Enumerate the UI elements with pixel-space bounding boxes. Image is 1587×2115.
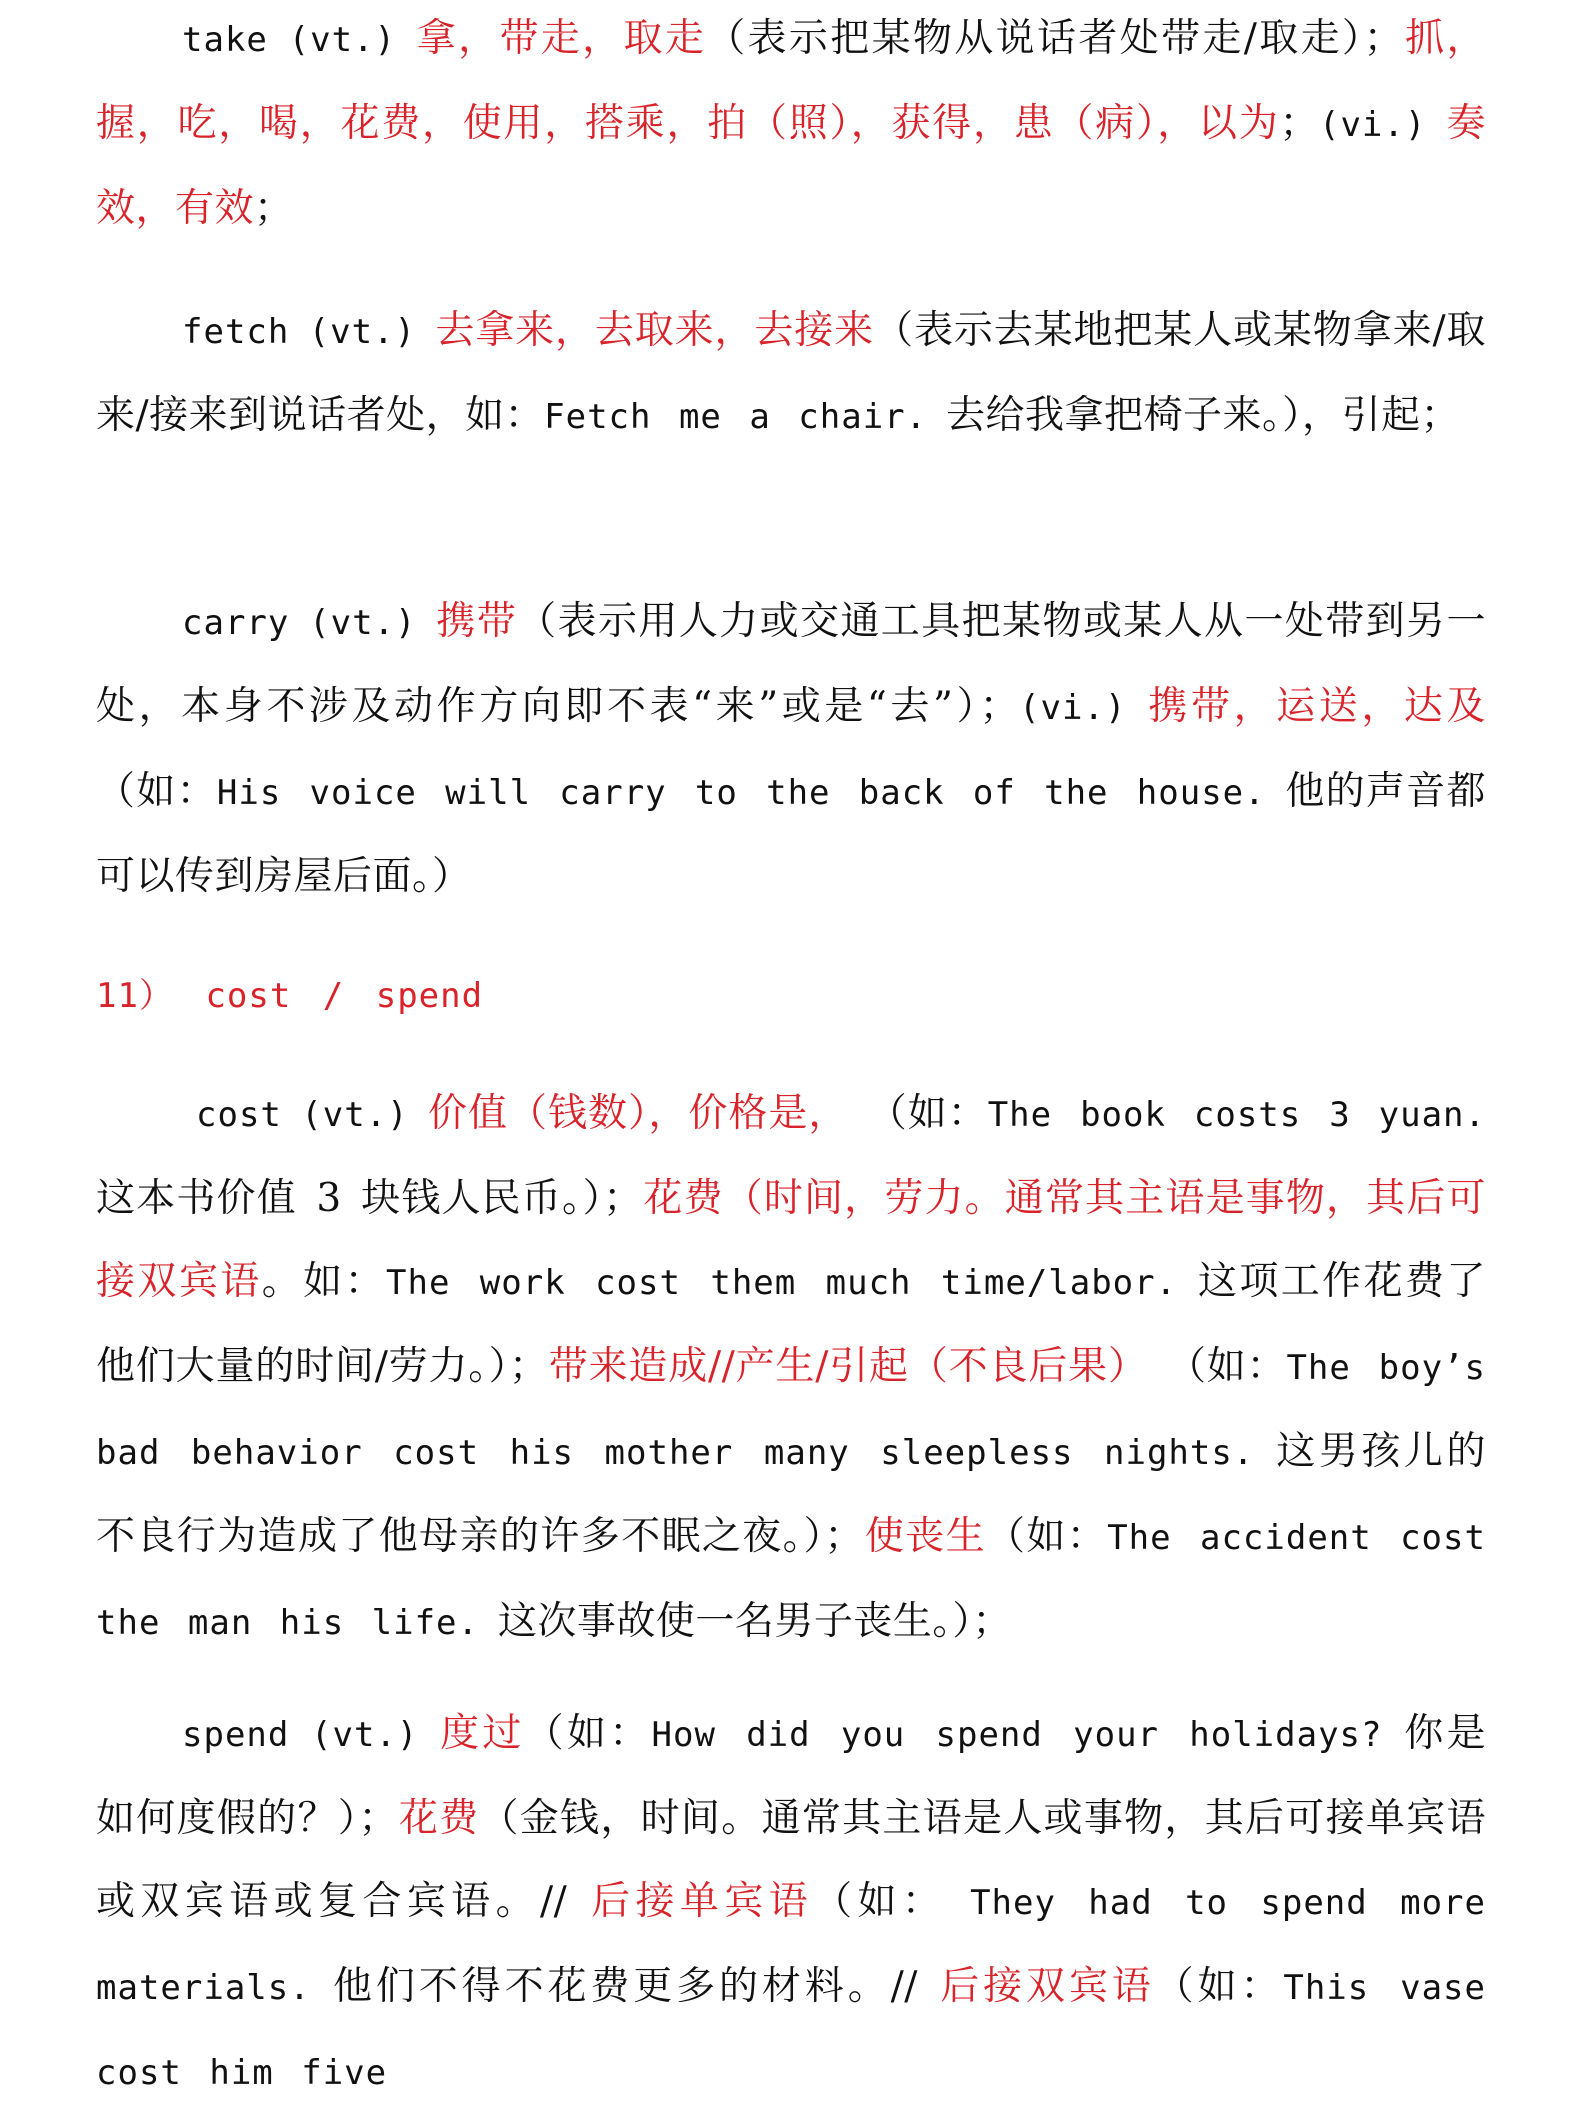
example-sentence: Fetch me a chair.: [544, 397, 928, 437]
part-of-speech: (vt.): [309, 603, 417, 643]
usage-note: （如：: [1154, 1964, 1284, 2009]
part-of-speech: (vt.): [288, 20, 396, 60]
meaning: 使丧生: [863, 1514, 987, 1559]
entry-word: carry: [182, 603, 290, 643]
usage-note: 引起；: [1341, 393, 1461, 438]
meaning: 后接双宾语: [940, 1964, 1155, 2009]
usage-note: （如：: [1166, 1344, 1287, 1389]
section-title: cost / spend: [205, 976, 484, 1016]
part-of-speech: (vt.): [308, 312, 417, 352]
example-sentence: His voice will carry to the back of the house.: [216, 773, 1266, 813]
meaning: 花费: [398, 1796, 480, 1841]
spend-entry: [96, 1692, 1486, 2115]
example-translation: 这项工作花费了他们大量的时间/劳力。）；: [96, 1259, 1486, 1389]
meaning: 后接单宾语: [591, 1879, 814, 1924]
meaning: 价值（钱数），价格是，: [428, 1091, 849, 1136]
usage-note: 。如：: [261, 1259, 386, 1304]
part-of-speech: (vt.): [311, 1715, 419, 1755]
separator: ；: [1279, 101, 1319, 146]
meaning: 抓，握，吃，喝，花费，使用，搭乘，拍（照），获得，患（病），以为: [96, 16, 1486, 146]
meaning: 花费（时间，劳力。通常其主语是事物，其后可接双宾语: [96, 1176, 1486, 1304]
example-translation: 这男孩儿的不良行为造成了他母亲的许多不眠之夜。）；: [96, 1429, 1486, 1559]
example-sentence: The work cost them much time/labor.: [386, 1263, 1178, 1303]
example-translation: 他的声音都可以传到房屋后面。）: [96, 769, 1486, 899]
take-entry: [96, 0, 1486, 250]
usage-note: （表示把某物从说话者处带走/取走）；: [706, 16, 1404, 61]
meaning: 携带，运送，达及: [1148, 684, 1486, 729]
meaning: 带来造成//产生/引起（不良后果）: [548, 1344, 1148, 1389]
part-of-speech: (vi.): [1318, 105, 1427, 145]
usage-note: （如：: [867, 1091, 988, 1136]
part-of-speech: (vi.): [1019, 688, 1127, 728]
meaning: 携带: [436, 599, 518, 644]
usage-note: （表示去某地把某人或某物拿来/取来/接来到说话者处，如：: [96, 308, 1486, 438]
separator: ；: [254, 186, 294, 231]
usage-note: （如：: [524, 1711, 652, 1756]
meaning: 拿，带走，取走: [416, 16, 707, 61]
section-heading: [96, 955, 483, 1038]
example-translation: 这本书价值 3 块钱人民币。）；: [96, 1176, 643, 1221]
usage-note: （表示用人力或交通工具把某物或某人从一处带到另一处，本身不涉及动作方向即不表“来”或是“去”）；: [96, 599, 1486, 729]
usage-note: （如：: [986, 1514, 1108, 1559]
cost-entry: [96, 1072, 1486, 1665]
part-of-speech: (vt.): [301, 1095, 409, 1135]
entry-word: fetch: [182, 312, 290, 352]
usage-note: （如：: [813, 1879, 947, 1924]
example-sentence: The boy’s bad behavior cost his mother many sleepless nights.: [96, 1348, 1486, 1473]
section-number: 11）: [96, 976, 174, 1016]
meaning: 去拿来，去取来，去接来: [435, 308, 875, 353]
entry-word: cost: [196, 1095, 282, 1135]
usage-note: （金钱，时间。通常其主语是人或事物，其后可接单宾语或双宾语或复合宾语。//: [96, 1796, 1486, 1924]
carry-entry: [96, 580, 1486, 918]
example-translation: 你是如何度假的？）；: [96, 1711, 1486, 1841]
example-translation: 他们不得不花费更多的材料。//: [333, 1964, 918, 2009]
entry-word: take: [182, 20, 268, 60]
example-translation: 去给我拿把椅子来。），: [946, 393, 1342, 438]
usage-note: （如：: [96, 769, 217, 814]
example-sentence: How did you spend your holidays?: [651, 1715, 1383, 1755]
meaning: 度过: [440, 1711, 525, 1756]
entry-word: spend: [182, 1715, 290, 1755]
example-sentence: They had to spend more materials.: [96, 1883, 1486, 2008]
example-sentence: The accident cost the man his life.: [96, 1518, 1486, 1643]
example-sentence: This vase cost him five: [96, 1968, 1486, 2093]
meaning: 奏效，有效: [96, 101, 1486, 231]
example-sentence: The book costs 3 yuan.: [987, 1095, 1486, 1135]
example-translation: 这次事故使一名男子丧生。）；: [497, 1599, 1012, 1644]
fetch-entry: [96, 289, 1486, 459]
